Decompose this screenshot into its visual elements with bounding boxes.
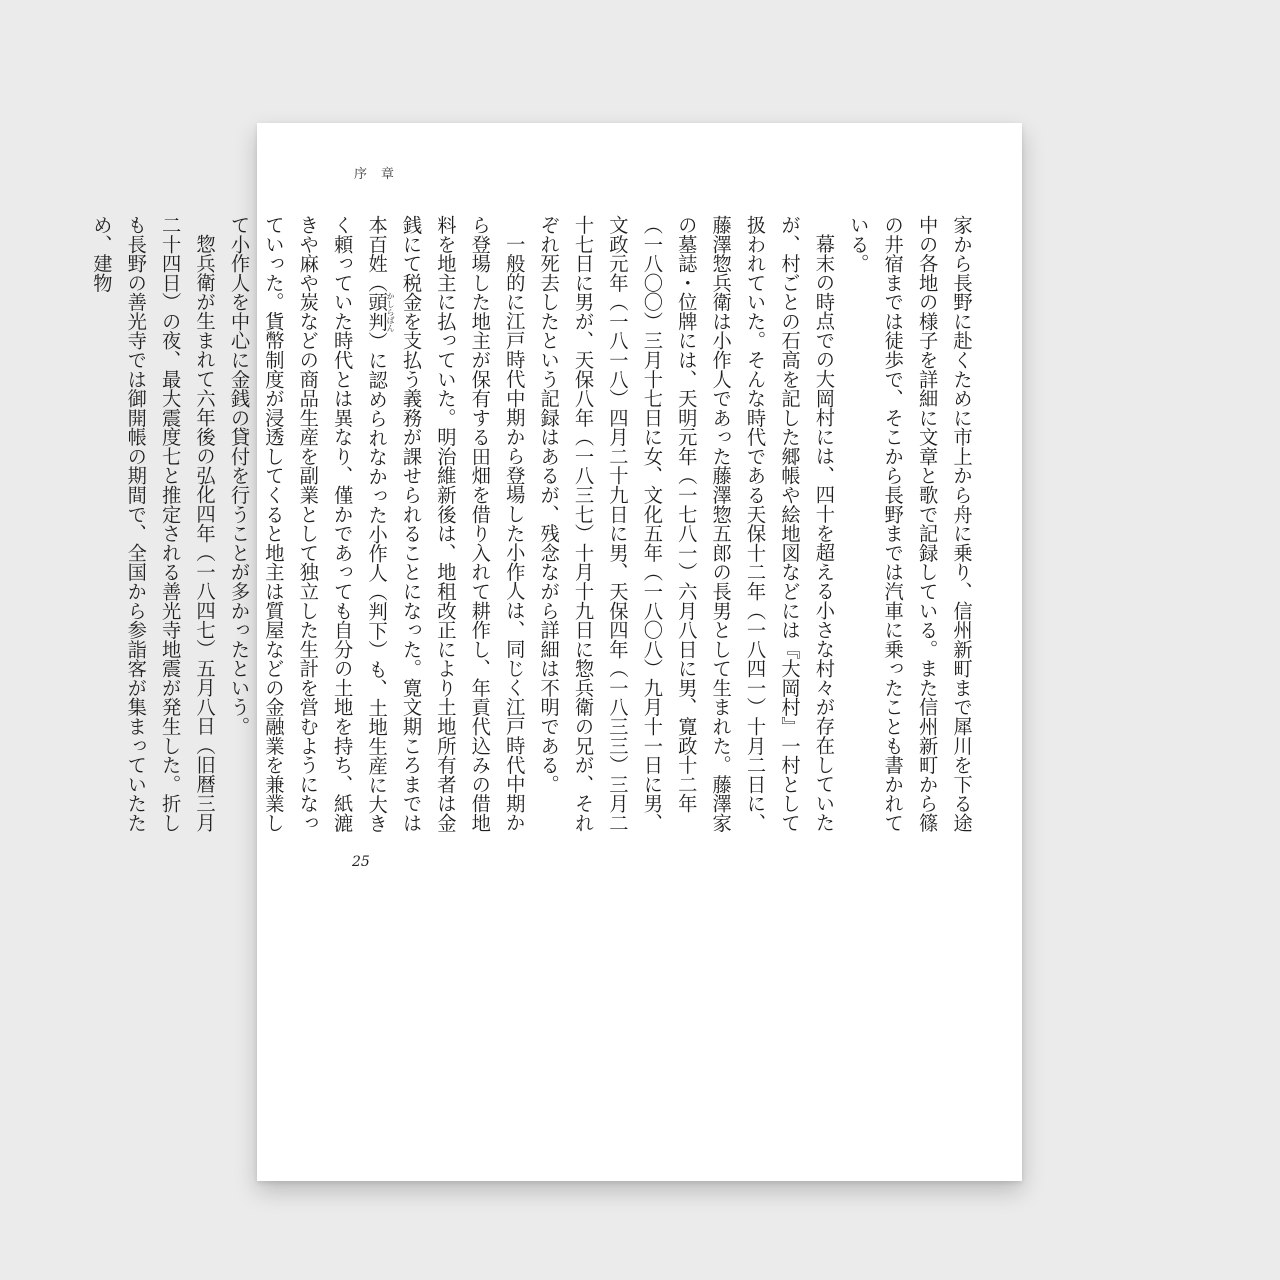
ruby-reading: かしらばん — [386, 291, 396, 332]
paragraph-4: 惣兵衛が生まれて六年後の弘化四年（一八四七）五月八日（旧暦三月二十四日）の夜、最大震度七と推定される善光寺地震が発生した。折しも長野の善光寺では御開帳の期間で、全国から参詣客が集まっていたため、建物 — [89, 215, 217, 833]
ruby-base: 頭判 — [365, 291, 389, 332]
paragraph-2: 幕末の時点での大岡村には、四十を超える小さな村々が存在していたが、村ごとの石高を記した郷帳や絵地図などには『大岡村』一村として扱われていた。そんな時代である天保十二年（一八四一）十月二日に、藤澤惣兵衛は小作人であった藤澤惣五郎の長男として生まれた。藤澤家の墓誌・位牌には、天明元年（一七八一）六月八日に男、寛政十二年（一八〇〇）三月十七日に女、文化五年（一八〇八）九月十一日に男、文政元年（一八一八）四月二十九日に男、天保四年（一八三三）三月二十七日に男が、天保八年（一八三七）十月十九日に惣兵衛の兄が、それぞれ死去したという記録はあるが、残念ながら詳細は不明である。 — [537, 215, 836, 833]
paragraph-1: 家から長野に赴くために市上から舟に乗り、信州新町まで犀川を下る途中の各地の様子を詳細に文章と歌で記録している。また信州新町から篠の井宿までは徒歩で、そこから長野までは汽車に乗ったことも書かれている。 — [846, 215, 973, 833]
body-text — [89, 215, 978, 835]
running-head: 序章 — [354, 167, 409, 182]
paragraph-3-text-before: 一般的に江戸時代中期から登場した小作人は、同じく江戸時代中期から登場した地主が保有する田畑を借り入れて耕作し、年貢代込みの借地料を地主に払っていた。明治維新後は、地租改正により土地所有者は金銭にて税金を支払う義務が課せられることになった。寛文期ころまでは本百姓（ — [365, 215, 526, 833]
paragraph-3 — [221, 215, 531, 835]
page-number: 25 — [352, 854, 370, 870]
paragraph-3-text-after: ）に認められなかった小作人（判下）も、土地生産に大きく頼っていた時代とは異なり、僅かであっても自分の土地を持ち、紙漉きや麻や炭などの商品生産を副業として独立した生計を営むようになっていった。貨幣制度が浸透してくると地主は質屋などの金融業を兼業して小作人を中心に金銭の貸付を行うことが多かったという。 — [227, 215, 389, 834]
book-page — [89, 123, 1022, 1181]
ruby-annotation — [365, 291, 396, 332]
